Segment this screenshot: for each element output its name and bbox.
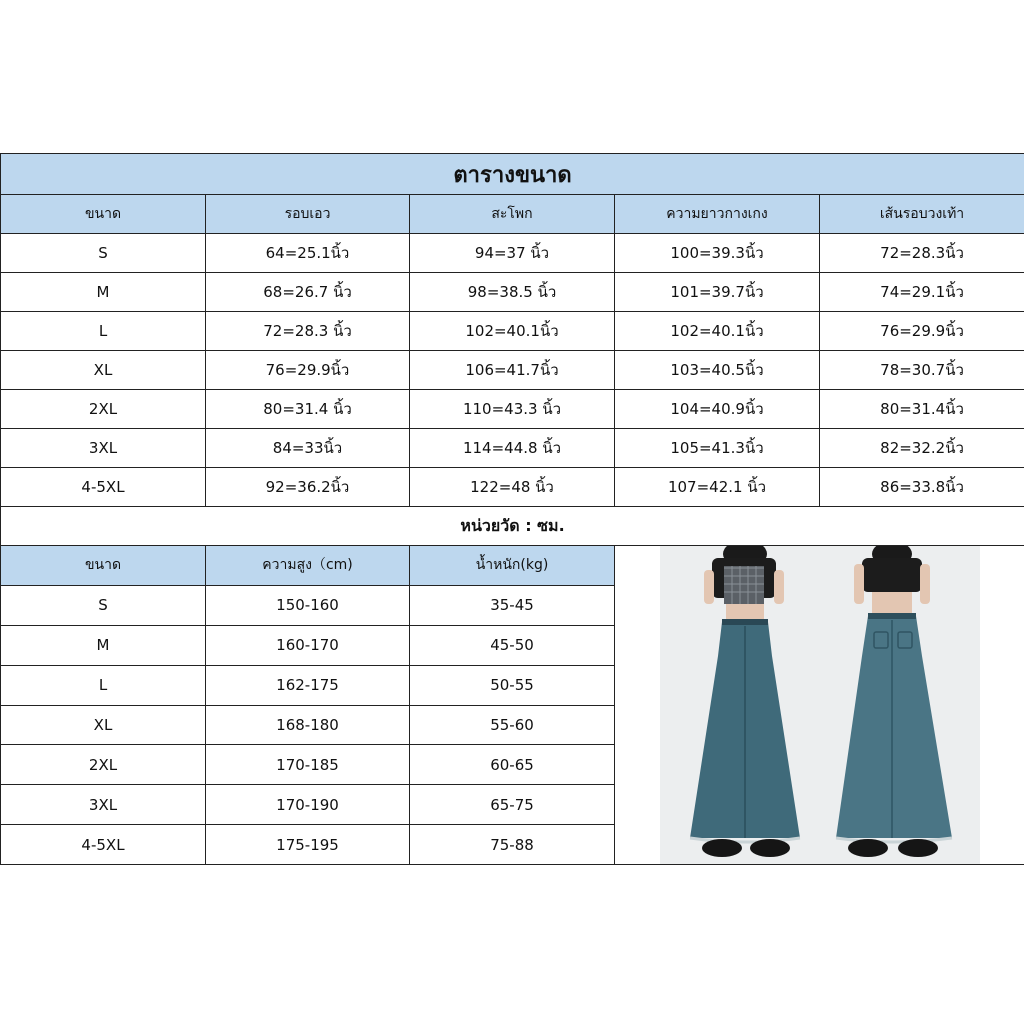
cell-waist: 84=33นิ้ว: [206, 429, 410, 468]
fit-header-row: [1, 546, 1024, 586]
cell-hem: 72=28.3นิ้ว: [820, 234, 1024, 273]
fit-cell-size: S: [1, 585, 206, 625]
chart-title: ตารางขนาด: [1, 154, 1024, 195]
fit-cell-weight: 65-75: [410, 785, 615, 825]
fit-cell-weight: 50-55: [410, 665, 615, 705]
fit-cell-weight: 60-65: [410, 745, 615, 785]
fit-cell-height: 150-160: [206, 585, 410, 625]
col-header-size: ขนาด: [1, 195, 206, 234]
table-row: [1, 468, 1024, 507]
size-chart-table: [0, 153, 1024, 865]
cell-size: M: [1, 273, 206, 312]
cell-length: 107=42.1 นิ้ว: [615, 468, 820, 507]
cell-hip: 98=38.5 นิ้ว: [410, 273, 615, 312]
cell-waist: 92=36.2นิ้ว: [206, 468, 410, 507]
col-header-hip: สะโพก: [410, 195, 615, 234]
cell-hip: 114=44.8 นิ้ว: [410, 429, 615, 468]
cell-length: 105=41.3นิ้ว: [615, 429, 820, 468]
cell-size: 3XL: [1, 429, 206, 468]
wide-leg-jeans-illustration: [660, 546, 980, 864]
fit-cell-size: L: [1, 665, 206, 705]
cell-size: XL: [1, 351, 206, 390]
table-row: [1, 234, 1024, 273]
fit-cell-height: 170-185: [206, 745, 410, 785]
cell-length: 104=40.9นิ้ว: [615, 390, 820, 429]
cell-hem: 78=30.7นิ้ว: [820, 351, 1024, 390]
cell-hem: 82=32.2นิ้ว: [820, 429, 1024, 468]
fit-col-header-size: ขนาด: [1, 546, 206, 586]
cell-size: 4-5XL: [1, 468, 206, 507]
cell-length: 102=40.1นิ้ว: [615, 312, 820, 351]
fit-cell-size: 3XL: [1, 785, 206, 825]
fit-cell-weight: 45-50: [410, 625, 615, 665]
cell-hip: 106=41.7นิ้ว: [410, 351, 615, 390]
fit-cell-height: 168-180: [206, 705, 410, 745]
col-header-waist: รอบเอว: [206, 195, 410, 234]
table-row: [1, 429, 1024, 468]
cell-size: S: [1, 234, 206, 273]
table-row: [1, 390, 1024, 429]
unit-note: หน่วยวัด : ซม.: [1, 507, 1024, 546]
cell-hip: 122=48 นิ้ว: [410, 468, 615, 507]
col-header-hem: เส้นรอบวงเท้า: [820, 195, 1024, 234]
size-chart-sheet: [0, 153, 1024, 865]
cell-length: 101=39.7นิ้ว: [615, 273, 820, 312]
cell-hem: 74=29.1นิ้ว: [820, 273, 1024, 312]
cell-hem: 76=29.9นิ้ว: [820, 312, 1024, 351]
fit-col-header-height: ความสูง（cm): [206, 546, 410, 586]
cell-waist: 72=28.3 นิ้ว: [206, 312, 410, 351]
cell-waist: 64=25.1นิ้ว: [206, 234, 410, 273]
cell-hem: 86=33.8นิ้ว: [820, 468, 1024, 507]
fit-cell-size: XL: [1, 705, 206, 745]
cell-hip: 110=43.3 นิ้ว: [410, 390, 615, 429]
fit-cell-weight: 35-45: [410, 585, 615, 625]
fit-cell-height: 162-175: [206, 665, 410, 705]
fit-cell-weight: 55-60: [410, 705, 615, 745]
cell-waist: 80=31.4 นิ้ว: [206, 390, 410, 429]
fit-cell-height: 160-170: [206, 625, 410, 665]
fit-cell-height: 175-195: [206, 825, 410, 865]
cell-waist: 68=26.7 นิ้ว: [206, 273, 410, 312]
cell-length: 103=40.5นิ้ว: [615, 351, 820, 390]
fit-cell-size: 4-5XL: [1, 825, 206, 865]
fit-cell-height: 170-190: [206, 785, 410, 825]
size-header-row: [1, 195, 1024, 234]
cell-hip: 94=37 นิ้ว: [410, 234, 615, 273]
fit-col-header-weight: น้ำหนัก(kg): [410, 546, 615, 586]
fit-cell-size: M: [1, 625, 206, 665]
cell-hip: 102=40.1นิ้ว: [410, 312, 615, 351]
cell-waist: 76=29.9นิ้ว: [206, 351, 410, 390]
table-row: [1, 273, 1024, 312]
cell-size: L: [1, 312, 206, 351]
fit-cell-weight: 75-88: [410, 825, 615, 865]
cell-length: 100=39.3นิ้ว: [615, 234, 820, 273]
product-photo: [660, 546, 980, 864]
cell-hem: 80=31.4นิ้ว: [820, 390, 1024, 429]
table-row: [1, 312, 1024, 351]
fit-cell-size: 2XL: [1, 745, 206, 785]
product-photo-cell: [615, 546, 1024, 865]
col-header-length: ความยาวกางเกง: [615, 195, 820, 234]
cell-size: 2XL: [1, 390, 206, 429]
table-row: [1, 351, 1024, 390]
